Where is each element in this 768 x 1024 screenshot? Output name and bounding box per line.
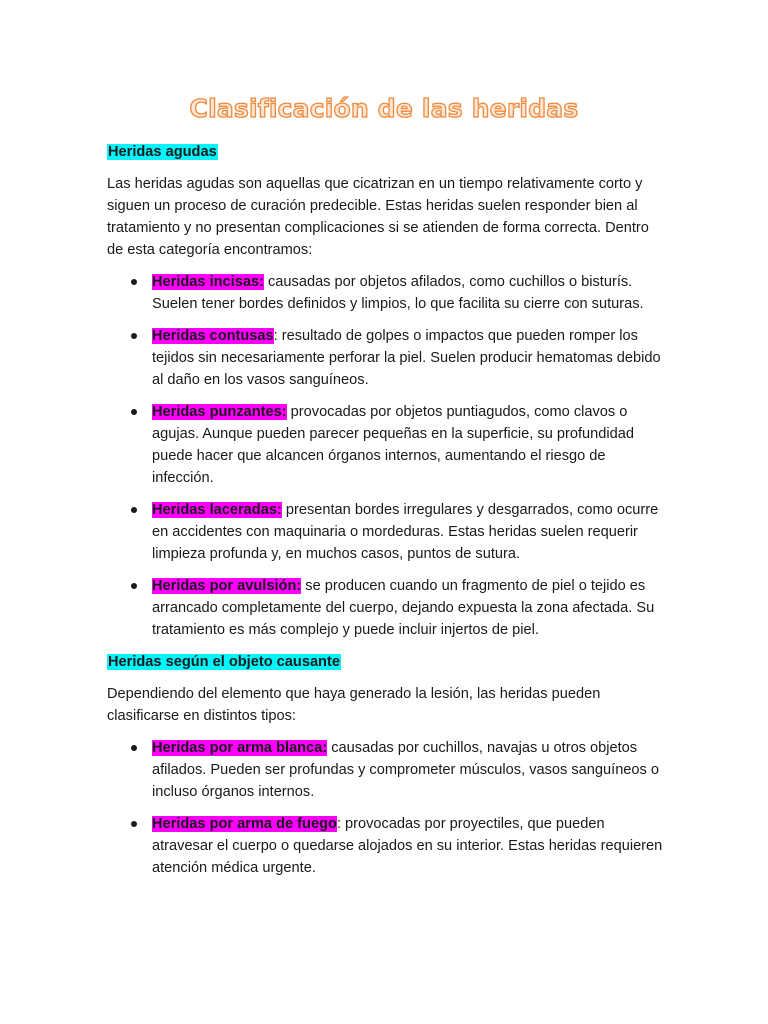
document-title: Clasificación de las heridas	[189, 94, 579, 123]
item-description: : provocadas por proyectiles, que pueden atravesar el cuerpo o quedarse alojados en su interior. Estas heridas requieren atención médica urgente.	[152, 816, 663, 876]
section-heading-objeto-causante	[107, 651, 667, 673]
document-body	[107, 141, 667, 889]
list-item	[107, 401, 667, 489]
bullet-list-objeto-causante	[107, 737, 667, 879]
section-heading-text: Heridas según el objeto causante	[108, 654, 340, 670]
highlighted-term: Heridas contusas	[152, 328, 274, 344]
section-intro: Dependiendo del elemento que haya generado la lesión, las heridas pueden clasificarse en distintos tipos:	[107, 686, 601, 724]
list-item	[107, 737, 667, 803]
section-heading-heridas-agudas	[107, 141, 667, 163]
list-item	[107, 271, 667, 315]
item-description: causadas por cuchillos, navajas u otros objetos afilados. Pueden ser profundas y comprometer músculos, vasos sanguíneos o incluso órganos internos.	[152, 740, 660, 800]
item-description: causadas por objetos afilados, como cuchillos o bisturís. Suelen tener bordes definidos y limpios, lo que facilita su cierre con suturas.	[152, 274, 644, 312]
item-description: : resultado de golpes o impactos que pueden romper los tejidos sin necesariamente perforar la piel. Suelen producir hematomas debido al daño en los vasos sanguíneos.	[152, 328, 661, 388]
list-item	[107, 325, 667, 391]
bullet-list-heridas-agudas	[107, 271, 667, 641]
list-item	[107, 499, 667, 565]
section-heading-text: Heridas agudas	[108, 144, 217, 160]
list-item	[107, 575, 667, 641]
item-description: se producen cuando un fragmento de piel o tejido es arrancado completamente del cuerpo, dejando expuesta la zona afectada. Su tratamiento es más complejo y puede incluir injertos de piel.	[152, 578, 655, 638]
list-item	[107, 813, 667, 879]
highlighted-term: Heridas por avulsión:	[152, 578, 302, 594]
highlighted-term: Heridas laceradas:	[152, 502, 282, 518]
highlighted-term: Heridas incisas:	[152, 274, 264, 290]
section-intro: Las heridas agudas son aquellas que cicatrizan en un tiempo relativamente corto y siguen un proceso de curación predecible. Estas heridas suelen responder bien al tratamiento y no presentan complicaciones si se atienden de forma correcta. Dentro de esta categoría encontramos:	[107, 176, 649, 258]
highlighted-term: Heridas por arma de fuego	[152, 816, 337, 832]
item-description: provocadas por objetos puntiagudos, como clavos o agujas. Aunque pueden parecer pequeñas en la superficie, su profundidad puede hacer que alcancen órganos internos, aumentando el riesgo de infección.	[152, 404, 634, 486]
highlighted-term: Heridas por arma blanca:	[152, 740, 328, 756]
highlighted-term: Heridas punzantes:	[152, 404, 287, 420]
item-description: presentan bordes irregulares y desgarrados, como ocurre en accidentes con maquinaria o mordeduras. Estas heridas suelen requerir limpieza profunda y, en muchos casos, puntos de sutura.	[152, 502, 659, 562]
